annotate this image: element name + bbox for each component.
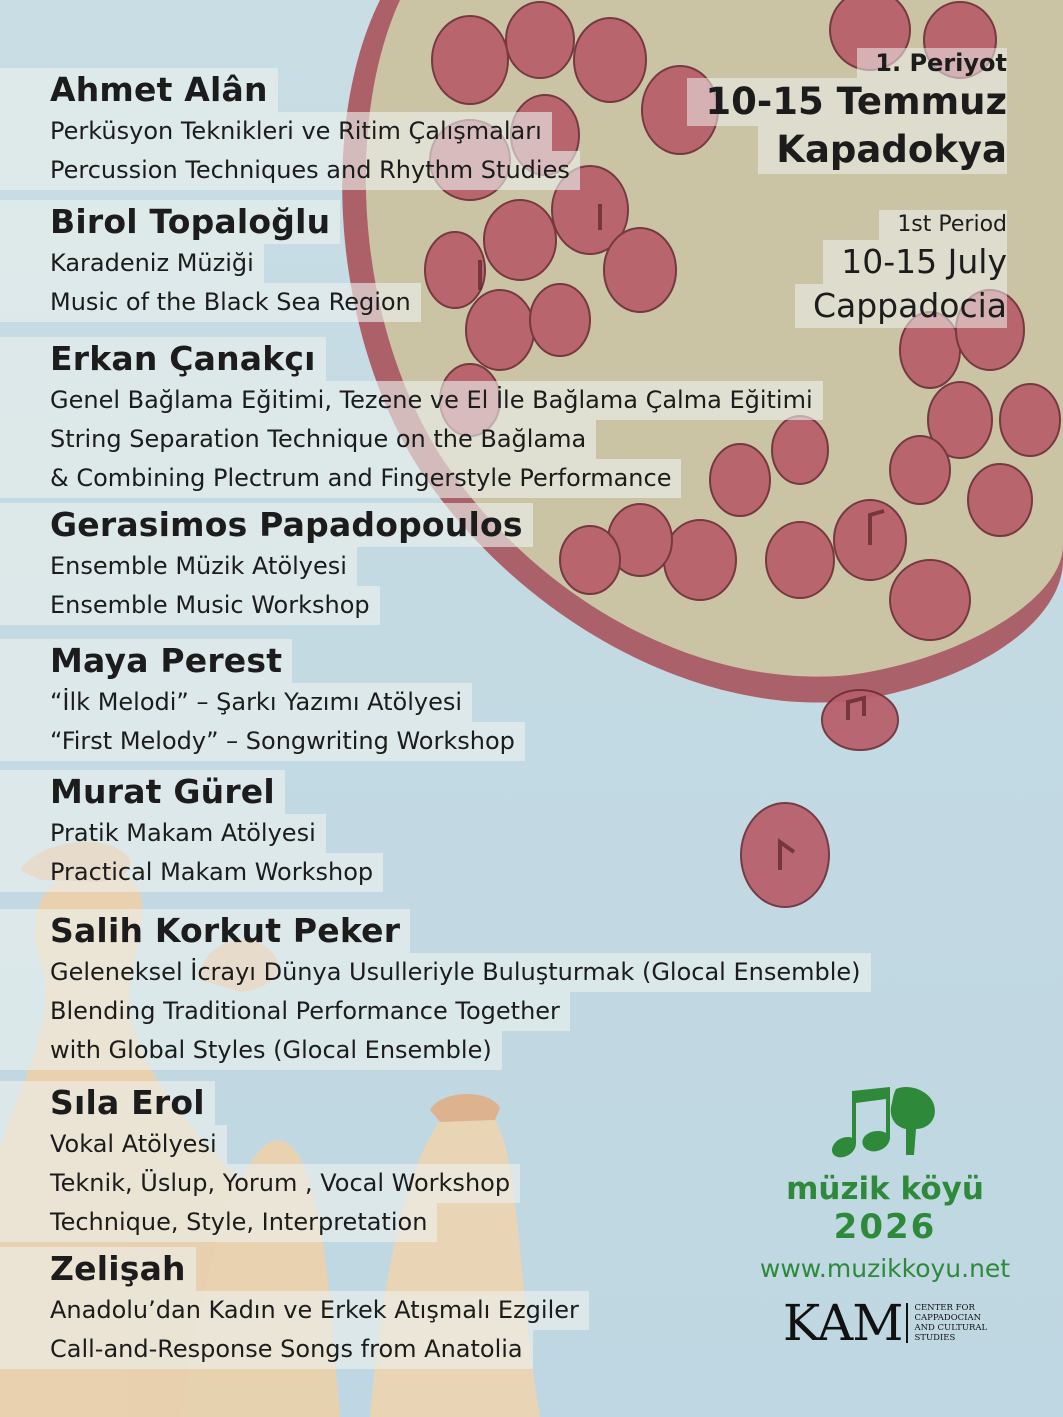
logo-year: 2026	[833, 1207, 937, 1247]
workshop-line: with Global Styles (Glocal Ensemble)	[0, 1031, 502, 1070]
workshop-line: Karadeniz Müziği	[0, 244, 264, 283]
music-note-tree-logo-icon	[830, 1085, 940, 1165]
instructor-name: Zelişah	[0, 1247, 196, 1291]
kam-sub-line: CENTER FOR	[914, 1303, 975, 1313]
workshop-line: Music of the Black Sea Region	[0, 283, 421, 322]
instructor-name: Sıla Erol	[0, 1081, 215, 1125]
instructor-name: Gerasimos Papadopoulos	[0, 503, 533, 547]
workshop-line: Teknik, Üslup, Yorum , Vocal Workshop	[0, 1164, 520, 1203]
period-place-en: Cappadocia	[795, 284, 1007, 328]
workshop-line: Ensemble Music Workshop	[0, 586, 380, 625]
kam-sub-line: STUDIES	[914, 1333, 956, 1343]
instructor-name: Ahmet Alân	[0, 68, 278, 112]
instructor-entry	[0, 200, 421, 322]
instructor-name: Salih Korkut Peker	[0, 909, 410, 953]
website-url[interactable]: www.muzikkoyu.net	[759, 1254, 1011, 1283]
instructor-entry	[0, 68, 580, 190]
kam-wordmark: KAM	[782, 1294, 903, 1352]
kam-logo	[740, 1294, 1030, 1352]
workshop-line: Technique, Style, Interpretation	[0, 1203, 437, 1242]
instructor-entry	[0, 639, 525, 761]
workshop-line: Practical Makam Workshop	[0, 853, 383, 892]
kam-sub-line: AND CULTURAL	[914, 1323, 988, 1333]
workshop-line: Blending Traditional Performance Together	[0, 992, 570, 1031]
instructor-name: Birol Topaloğlu	[0, 200, 340, 244]
instructor-entry	[0, 337, 823, 498]
instructor-name: Maya Perest	[0, 639, 292, 683]
period-tr	[687, 48, 1007, 174]
workshop-line: Geleneksel İcrayı Dünya Usulleriyle Buluşturmak (Glocal Ensemble)	[0, 953, 871, 992]
workshop-line: “İlk Melodi” – Şarkı Yazımı Atölyesi	[0, 683, 472, 722]
workshop-line: Perküsyon Teknikleri ve Ritim Çalışmaları	[0, 112, 552, 151]
instructor-entry	[0, 909, 871, 1070]
workshop-line: Anadolu’dan Kadın ve Erkek Atışmalı Ezgiler	[0, 1291, 589, 1330]
workshop-line: Pratik Makam Atölyesi	[0, 814, 326, 853]
workshop-line: Genel Bağlama Eğitimi, Tezene ve El İle Bağlama Çalma Eğitimi	[0, 381, 823, 420]
workshop-line: Vokal Atölyesi	[0, 1125, 227, 1164]
muzik-koyu-logo	[740, 1085, 1030, 1352]
period-label-tr: 1. Periyot	[857, 48, 1007, 78]
period-dates-tr: 10-15 Temmuz	[687, 78, 1007, 126]
workshop-line: Percussion Techniques and Rhythm Studies	[0, 151, 580, 190]
instructor-name: Murat Gürel	[0, 770, 285, 814]
period-dates-en: 10-15 July	[823, 240, 1007, 284]
instructor-entry	[0, 1247, 589, 1369]
period-place-tr: Kapadokya	[758, 126, 1007, 174]
instructor-name: Erkan Çanakçı	[0, 337, 326, 381]
workshop-line: & Combining Plectrum and Fingerstyle Performance	[0, 459, 681, 498]
kam-sub-line: CAPPADOCIAN	[914, 1313, 982, 1323]
workshop-line: String Separation Technique on the Bağlama	[0, 420, 596, 459]
instructor-entry	[0, 503, 533, 625]
workshop-line: Call-and-Response Songs from Anatolia	[0, 1330, 533, 1369]
logo-brand: müzik köyü	[786, 1171, 984, 1207]
period-en	[795, 210, 1007, 328]
workshop-line: Ensemble Müzik Atölyesi	[0, 547, 357, 586]
instructor-entry	[0, 1081, 520, 1242]
kam-subtitle	[906, 1303, 987, 1343]
period-label-en: 1st Period	[879, 210, 1007, 240]
workshop-line: “First Melody” – Songwriting Workshop	[0, 722, 525, 761]
instructor-entry	[0, 770, 383, 892]
